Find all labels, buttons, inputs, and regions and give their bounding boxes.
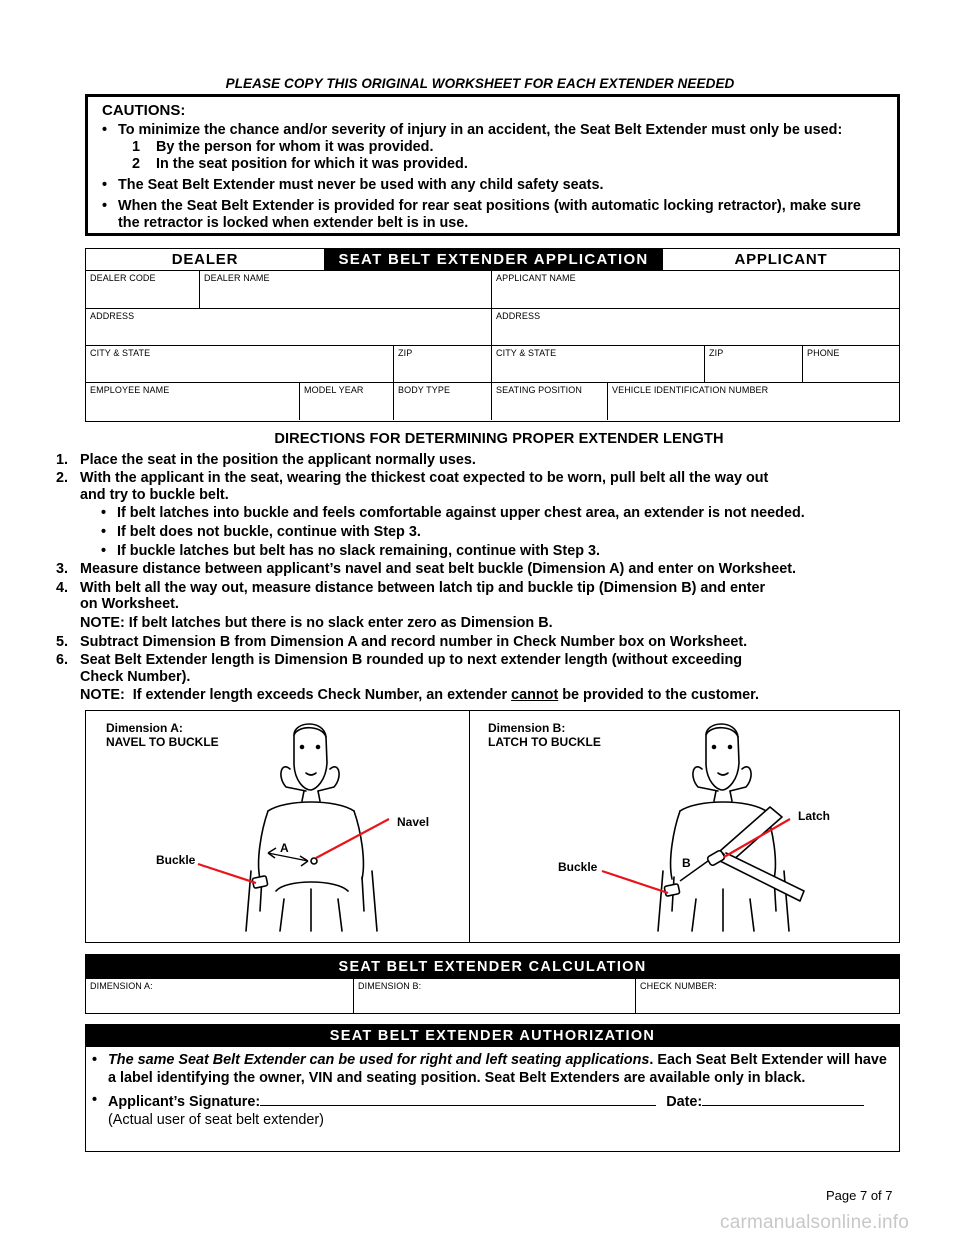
caution-subitem: 2 In the seat position for which it was provided. [132,156,468,172]
signature-line: • Applicant’s Signature: Date: [92,1092,889,1112]
signature-note: (Actual user of seat belt extender) [108,1111,324,1128]
copy-notice: PLEASE COPY THIS ORIGINAL WORKSHEET FOR EACH EXTENDER NEEDED [225,76,735,91]
seating-position-field[interactable]: SEATING POSITION [492,383,608,420]
authorization-title: SEAT BELT EXTENDER AUTHORIZATION [86,1025,899,1047]
dealer-zip-field[interactable]: ZIP [394,346,492,382]
applicant-header: APPLICANT [734,251,828,268]
direction-step: 3. Measure distance between applicant’s navel and seat belt buckle (Dimension A) and enter on Worksheet. [56,561,796,578]
dimension-a-caption: Dimension A: NAVEL TO BUCKLE [106,721,219,749]
caution-item: • The Seat Belt Extender must never be used with any child safety seats. [102,177,604,193]
authorization-note: • The same Seat Belt Extender can be used for right and left seating applications. Each Seat Belt Extender will have a label identifying the owner, VIN and seating position. Seat Belt Extenders are available only in black. [92,1052,887,1086]
direction-step: 1. Place the seat in the position the applicant normally uses. [56,451,476,468]
dimension-a-field[interactable]: DIMENSION A: [86,978,354,1013]
dealer-code-field[interactable]: DEALER CODE [86,271,200,308]
direction-bullet: • If belt does not buckle, continue with Step 3. [101,523,421,540]
dimension-b-pane [470,711,899,942]
date-field[interactable] [702,1092,864,1106]
date-label: Date: [666,1094,703,1110]
navel-label: Navel [397,815,430,829]
navel-callout-line [316,819,389,858]
buckle-label: Buckle [156,853,196,867]
directions-title: DIRECTIONS FOR DETERMINING PROPER EXTENDER LENGTH [274,431,724,447]
direction-step-cont: on Worksheet. [80,596,179,613]
model-year-field[interactable]: MODEL YEAR [300,383,394,420]
vin-field[interactable]: VEHICLE IDENTIFICATION NUMBER [612,385,769,395]
direction-note: NOTE: If belt latches but there is no slack enter zero as Dimension B. [80,614,553,631]
applicant-city-state-field[interactable]: CITY & STATE [492,346,705,382]
phone-field[interactable]: PHONE [807,348,840,358]
seated-person-navel-figure [86,711,470,944]
application-form [85,248,900,422]
caution-item: • To minimize the chance and/or severity of injury in an accident, the Seat Belt Extender must only be used: [102,122,843,138]
direction-bullet: • If buckle latches but belt has no slack remaining, continue with Step 3. [101,542,600,559]
directions-section [56,431,916,704]
direction-bullet: • If belt latches into buckle and feels comfortable against upper chest area, an extender is not needed. [101,505,805,522]
seated-person-latch-figure [470,711,900,944]
caution-item: • When the Seat Belt Extender is provided for rear seat positions (with automatic locking retractor), make sure the retractor is locked when extender belt is in use. [102,198,861,231]
dealer-header: DEALER [171,251,239,268]
direction-step: 5. Subtract Dimension B from Dimension A and record number in Check Number box on Worksheet. [56,633,748,650]
buckle-callout-line [198,864,256,883]
direction-step-cont: and try to buckle belt. [80,486,229,503]
dealer-city-state-field[interactable]: CITY & STATE [86,346,394,382]
page-number: Page 7 of 7 [826,1188,893,1203]
dimension-b-field[interactable]: DIMENSION B: [354,978,636,1013]
check-number-field[interactable]: CHECK NUMBER: [636,978,899,1013]
direction-step-cont: Check Number). [80,668,191,685]
cautions-title: CAUTIONS: [102,102,186,119]
direction-note: NOTE: If extender length exceeds Check Number, an extender cannot be provided to the customer. [80,687,759,704]
dimension-a-pane [86,711,470,942]
direction-step: 6. Seat Belt Extender length is Dimension B rounded up to next extender length (without exceeding [56,652,743,669]
application-title: SEAT BELT EXTENDER APPLICATION [324,249,663,270]
buckle-callout-line-b [602,871,668,893]
direction-step: 4. With belt all the way out, measure distance between latch tip and buckle tip (Dimension B) and enter [56,579,766,596]
dimension-b-caption: Dimension B: LATCH TO BUCKLE [488,721,601,749]
dimension-illustrations [85,710,900,943]
applicant-address-field[interactable]: ADDRESS [496,311,541,321]
dealer-address-field[interactable]: ADDRESS [86,309,492,345]
calculation-box [85,954,900,1014]
cautions-box [85,94,900,236]
watermark: carmanualsonline.info [720,1212,910,1233]
calculation-title: SEAT BELT EXTENDER CALCULATION [86,955,899,978]
employee-name-field[interactable]: EMPLOYEE NAME [86,383,300,420]
signature-field[interactable] [260,1092,656,1106]
dealer-name-field[interactable]: DEALER NAME [200,271,492,308]
marker-a-label: A [280,841,289,855]
applicant-name-field[interactable]: APPLICANT NAME [496,273,576,283]
marker-b-label: B [682,856,691,870]
caution-subitem: 1 By the person for whom it was provided. [132,139,434,155]
buckle-label-b: Buckle [558,860,598,874]
authorization-box [85,1024,900,1152]
applicant-zip-field[interactable]: ZIP [705,346,803,382]
body-type-field[interactable]: BODY TYPE [394,383,492,420]
signature-label: Applicant’s Signature: [108,1094,261,1110]
direction-step: 2. With the applicant in the seat, wearing the thickest coat expected to be worn, pull belt all the way out [56,470,769,487]
latch-label: Latch [798,809,831,823]
